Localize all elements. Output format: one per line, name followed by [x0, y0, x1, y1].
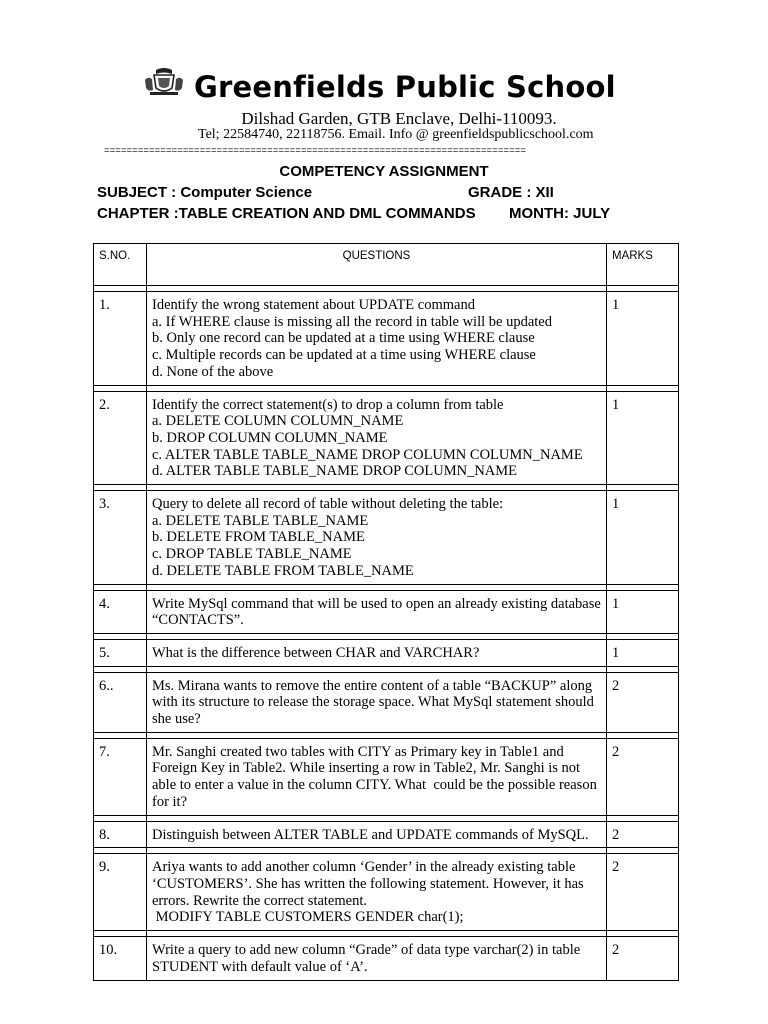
question-marks: 2: [607, 672, 679, 732]
grade-label: GRADE : XII: [468, 184, 554, 201]
table-row: [94, 391, 679, 485]
question-line: b. DROP COLUMN COLUMN_NAME: [152, 429, 388, 446]
separator-line: ===========================================================================: [104, 145, 526, 156]
question-number: 2.: [94, 391, 147, 485]
table-row: [94, 672, 679, 732]
questions-table: [93, 243, 679, 981]
question-line: Ariya wants to add another column ‘Gender’ in the already existing table ‘CUSTOMERS’. She has written the following statement. However, it has errors. Rewrite the correct statement.: [152, 859, 588, 909]
question-line: a. DELETE COLUMN COLUMN_NAME: [152, 413, 404, 430]
question-marks: 1: [607, 491, 679, 585]
question-number: 1.: [94, 292, 147, 386]
question-line: Identify the wrong statement about UPDATE command: [152, 297, 475, 313]
question-marks: 1: [607, 391, 679, 485]
question-text: [147, 854, 607, 931]
assignment-title: COMPETENCY ASSIGNMENT: [279, 163, 489, 180]
question-number: 8.: [94, 821, 147, 848]
question-marks: 1: [607, 292, 679, 386]
question-marks: 2: [607, 738, 679, 815]
question-number: 6..: [94, 672, 147, 732]
question-number: 10.: [94, 937, 147, 980]
question-line: c. ALTER TABLE TABLE_NAME DROP COLUMN COLUMN_NAME: [152, 446, 583, 463]
question-line: Write MySql command that will be used to open an already existing database “CONTACTS”.: [152, 595, 605, 629]
question-line: b. Only one record can be updated at a time using WHERE clause: [152, 330, 535, 347]
table-row: [94, 937, 679, 980]
table-row: [94, 491, 679, 585]
school-crest-logo: [142, 66, 186, 98]
question-text: [147, 590, 607, 633]
question-marks: 1: [607, 639, 679, 666]
question-text: [147, 639, 607, 666]
question-number: 3.: [94, 491, 147, 585]
question-line: What is the difference between CHAR and VARCHAR?: [152, 644, 480, 661]
question-line: Distinguish between ALTER TABLE and UPDATE commands of MySQL.: [152, 826, 589, 843]
school-name: Greenfields Public School: [194, 70, 616, 104]
table-row: [94, 821, 679, 848]
question-number: 7.: [94, 738, 147, 815]
chapter-label: CHAPTER :TABLE CREATION AND DML COMMANDS: [97, 205, 476, 222]
question-text: [147, 292, 607, 386]
header-questions: QUESTIONS: [147, 244, 607, 286]
question-text: [147, 821, 607, 848]
table-row: [94, 854, 679, 931]
question-marks: 2: [607, 854, 679, 931]
question-line: d. None of the above: [152, 363, 274, 380]
subject-label: SUBJECT : Computer Science: [97, 184, 313, 201]
question-text: [147, 937, 607, 980]
question-line: Mr. Sanghi created two tables with CITY as Primary key in Table1 and Foreign Key in Table2. While inserting a row in Table2, Mr. Sanghi is not able to enter a value in the column CITY. What could be the possible reason for it?: [152, 743, 601, 810]
question-marks: 2: [607, 937, 679, 980]
question-line: d. ALTER TABLE TABLE_NAME DROP COLUMN_NAME: [152, 463, 518, 480]
question-line: a. DELETE TABLE TABLE_NAME: [152, 512, 369, 529]
question-number: 4.: [94, 590, 147, 633]
question-marks: 1: [607, 590, 679, 633]
school-contact: Tel; 22584740, 22118756. Email. Info @ greenfieldspublicschool.com: [198, 127, 594, 142]
table-header-row: [94, 244, 679, 286]
table-row: [94, 639, 679, 666]
question-line: MODIFY TABLE CUSTOMERS GENDER char(1);: [152, 909, 464, 926]
question-line: d. DELETE TABLE FROM TABLE_NAME: [152, 562, 414, 579]
question-line: c. Multiple records can be updated at a time using WHERE clause: [152, 347, 536, 364]
question-text: [147, 672, 607, 732]
question-line: Ms. Mirana wants to remove the entire content of a table “BACKUP” along with its structure to release the storage space. What MySql statement should she use?: [152, 677, 598, 728]
question-marks: 2: [607, 821, 679, 848]
question-number: 5.: [94, 639, 147, 666]
table-row: [94, 738, 679, 815]
question-number: 9.: [94, 854, 147, 931]
header-sno: S.NO.: [94, 244, 147, 286]
question-line: a. If WHERE clause is missing all the record in table will be updated: [152, 313, 552, 330]
month-label: MONTH: JULY: [509, 205, 611, 222]
question-line: Identify the correct statement(s) to drop a column from table: [152, 396, 504, 413]
question-text: [147, 738, 607, 815]
question-line: b. DELETE FROM TABLE_NAME: [152, 529, 365, 546]
question-text: [147, 491, 607, 585]
school-address: Dilshad Garden, GTB Enclave, Delhi-110093.: [241, 109, 557, 128]
questions-body: [94, 286, 679, 981]
question-text: [147, 391, 607, 485]
question-line: Write a query to add new column “Grade” of data type varchar(2) in table STUDENT with default value of ‘A’.: [152, 942, 584, 975]
question-line: Query to delete all record of table without deleting the table:: [152, 496, 504, 513]
table-row: [94, 590, 679, 633]
table-row: [94, 292, 679, 386]
question-line: c. DROP TABLE TABLE_NAME: [152, 546, 352, 563]
header-marks: MARKS: [607, 244, 679, 286]
